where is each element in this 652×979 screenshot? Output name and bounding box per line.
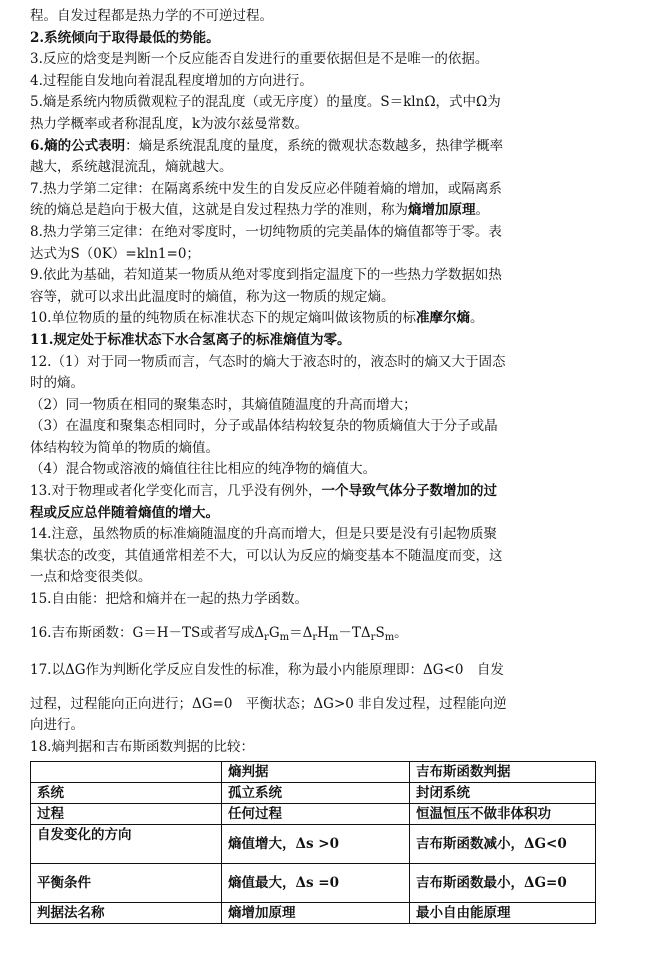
text-line: 12.（1）对于同一物质而言，气态时的熵大于液态时的，液态时的熵又大于固态 [30,353,506,370]
text-span: 统的熵总是趋向于极大值，这就是自发过程热力学的准则，称为 [30,202,408,219]
table-header-cell: 熵判据 [222,761,410,782]
text-span: 。 [469,310,484,327]
spacer [30,611,632,623]
text-line: 程。自发过程都是热力学的不可逆过程。 [30,8,273,24]
text-line [30,200,632,222]
text-line: 热力学概率或者称混乱度，k为波尔兹曼常数。 [30,115,309,132]
bold-term: 一个导致气体分子数增加的过 [321,483,497,500]
table-header-cell [31,761,222,782]
subscript: m [328,631,339,643]
text-line: 3.反应的焓变是判断一个反应能否自发进行的重要依据但是不是唯一的依据。 [30,51,489,68]
bold-term: 准摩尔熵 [415,310,470,327]
text-line: 向进行。 [30,717,84,734]
text-line: 8.热力学第三定律：在绝对零度时，一切纯物质的完美晶体的熵值都等于零。表 [30,223,502,240]
subscript: r [312,631,318,643]
text-line: 11.规定处于标准状态下水合氢离子的标准熵值为零。 [30,331,351,348]
text-line: 5.熵是系统内物质微观粒子的混乱度（或无序度）的量度。S＝klnΩ，式中Ω为 [30,94,501,111]
table-cell: 系统 [31,782,222,803]
table-row [31,863,596,902]
text-line: 越大，系统越混流乱，熵就越大。 [30,159,233,176]
table-row [31,902,596,923]
table-cell: 判据法名称 [31,902,222,923]
text-line: 过程，过程能向正向进行；ΔG=0 平衡状态；ΔG>0 非自发过程，过程能向逆 [30,695,507,712]
text-line: 7.热力学第二定律：在隔离系统中发生的自发反应必伴随着熵的增加，或隔离系 [30,180,502,197]
table-header-row [31,761,596,782]
text-span: ＝Δ [289,624,313,641]
text-span: S [375,624,385,641]
text-line: 时的熵。 [30,375,84,392]
text-line: 容等，就可以求出此温度时的熵值，称为这一物质的规定熵。 [30,288,395,305]
text-line: 14.注意，虽然物质的标准熵随温度的升高而增大，但是只要是没有引起物质聚 [30,526,497,543]
subscript: m [384,631,395,643]
table-cell: 任何过程 [222,803,410,824]
table-cell: 过程 [31,803,222,824]
text-line: 18.熵判据和吉布斯函数判据的比较： [30,739,254,755]
text-span: Δ [254,624,265,641]
subscript: r [370,631,376,643]
table-cell: 熵值增大，Δs >0 [222,824,410,863]
text-span: 。 [394,624,408,641]
text-line: 4.过程能自发地向着混乱程度增加的方向进行。 [30,72,313,89]
text-line: 程或反应总伴随着熵值的增大。 [30,504,219,521]
table-cell: 孤立系统 [222,782,410,803]
gibbs-formula-line [30,623,632,649]
table-cell: 熵增加原理 [222,902,410,923]
text-span: H [317,624,329,641]
text-line: （2）同一物质在相同的聚集态时，其熵值随温度的升高而增大； [30,396,417,413]
text-span: 10.单位物质的量的纯物质在标准状态下的规定熵叫做该物质的标 [30,310,416,327]
text-line: 集状态的改变，其值通常相差不大，可以认为反应的熵变基本不随温度而变，这 [30,547,503,564]
bold-term: 6.熵的公式表明 [30,137,126,154]
spacer [30,682,632,694]
table-header-cell: 吉布斯函数判据 [410,761,596,782]
table-cell: 自发变化的方向 [31,824,222,863]
text-span: ：熵是系统混乱度的量度，系统的微观状态数越多，热律学概率 [125,137,504,154]
table-cell: 熵值最大，Δs =0 [222,863,410,902]
text-line: 达式为S（0K）=kln1=0； [30,245,200,262]
table-row [31,782,596,803]
text-line: 2.系统倾向于取得最低的势能。 [30,29,220,46]
subscript: m [279,631,290,643]
table-row [31,803,596,824]
comparison-table [30,761,596,924]
text-line [30,136,632,158]
spacer [30,648,632,660]
text-line: 9.依此为基础，若知道某一物质从绝对零度到指定温度下的一些热力学数据如热 [30,267,502,284]
text-line: 17.以ΔG作为判断化学反应自发性的标准，称为最小内能原理即：ΔG<0 自发 [30,662,504,679]
text-span: G [268,624,280,641]
text-span: 13.对于物理或者化学变化而言，几乎没有例外， [30,483,322,500]
text-line: （3）在温度和聚集态相同时，分子或晶体结构较复杂的物质熵值大于分子或晶 [30,418,498,435]
text-line: （4）混合物或溶液的熵值往往比相应的纯净物的熵值大。 [30,461,377,478]
table-cell: 吉布斯函数最小，ΔG=0 [410,863,596,902]
bold-term: 熵增加原理 [408,202,476,219]
text-span: －TΔ [338,624,371,641]
table-cell: 吉布斯函数减小，ΔG<0 [410,824,596,863]
table-row [31,824,596,863]
table-cell: 最小自由能原理 [410,902,596,923]
table-cell: 平衡条件 [31,863,222,902]
table-cell: 封闭系统 [410,782,596,803]
text-line [30,308,632,330]
text-line: 15.自由能：把焓和熵并在一起的热力学函数。 [30,591,308,608]
text-line: 一点和焓变很类似。 [30,569,152,586]
text-line [30,481,632,503]
subscript: r [264,631,269,643]
table-cell: 恒温恒压不做非体积功 [410,803,596,824]
text-span: 。 [475,202,489,219]
text-span: 16.吉布斯函数：G＝H－TS或者写成 [30,624,255,641]
text-line: 体结构较为简单的物质的熵值。 [30,439,219,456]
